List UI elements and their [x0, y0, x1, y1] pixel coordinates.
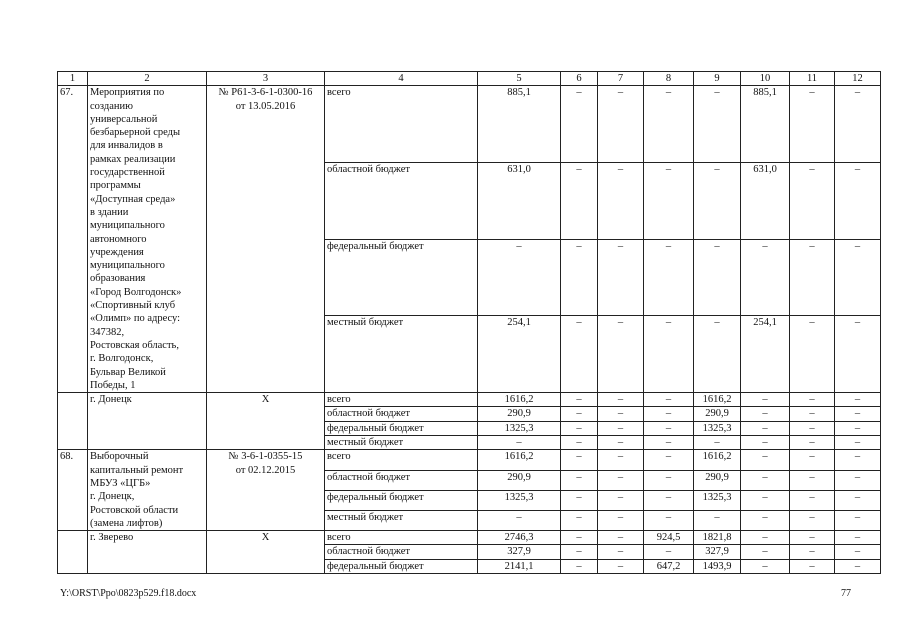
amount-cell: –	[741, 421, 790, 435]
funding-source: всего	[325, 531, 478, 545]
funding-source: всего	[325, 393, 478, 407]
amount-cell: –	[598, 407, 644, 421]
amount-cell: –	[835, 86, 881, 163]
amount-cell: –	[835, 470, 881, 490]
amount-cell: –	[644, 510, 694, 530]
amount-cell: –	[561, 407, 598, 421]
amount-cell: –	[561, 490, 598, 510]
amount-cell: –	[741, 470, 790, 490]
amount-cell: –	[561, 510, 598, 530]
amount-cell: –	[598, 316, 644, 393]
header-cell: 10	[741, 72, 790, 86]
amount-cell: 254,1	[741, 316, 790, 393]
header-cell: 11	[790, 72, 835, 86]
amount-cell: 631,0	[478, 163, 561, 240]
amount-cell: 1616,2	[478, 450, 561, 470]
amount-cell: –	[598, 531, 644, 545]
amount-cell: –	[561, 421, 598, 435]
row-number: 67.	[58, 86, 88, 393]
amount-cell: –	[598, 163, 644, 240]
table-row	[58, 531, 881, 545]
amount-cell: 1325,3	[478, 421, 561, 435]
amount-cell: –	[790, 421, 835, 435]
amount-cell: –	[561, 545, 598, 559]
amount-cell: –	[790, 490, 835, 510]
object-name: Выборочный капитальный ремонт МБУЗ «ЦГБ» г. Донецк, Ростовской области (замена лифтов)	[88, 450, 207, 531]
footer-page-number: 77	[841, 588, 851, 599]
amount-cell: –	[741, 531, 790, 545]
document-ref: Х	[207, 531, 325, 574]
amount-cell: 254,1	[478, 316, 561, 393]
amount-cell: –	[790, 450, 835, 470]
amount-cell: –	[561, 393, 598, 407]
amount-cell: –	[835, 545, 881, 559]
amount-cell: –	[561, 436, 598, 450]
amount-cell: 290,9	[694, 470, 741, 490]
amount-cell: 1325,3	[478, 490, 561, 510]
amount-cell: –	[835, 421, 881, 435]
row-number: 68.	[58, 450, 88, 531]
amount-cell: –	[835, 436, 881, 450]
document-ref: № 3-6-1-0355-15 от 02.12.2015	[207, 450, 325, 531]
amount-cell: –	[561, 239, 598, 316]
amount-cell: 1493,9	[694, 559, 741, 573]
funding-source: всего	[325, 450, 478, 470]
amount-cell: 631,0	[741, 163, 790, 240]
amount-cell: –	[561, 531, 598, 545]
header-cell: 5	[478, 72, 561, 86]
amount-cell: –	[694, 239, 741, 316]
object-name: Мероприятия по созданию универсальной безбарьерной среды для инвалидов в рамках реализации государственной программы «Доступная среда» в здании муниципального автономного учреждения муниципального образования «Город Волгодонск» «Спортивный клуб «Олимп» по адресу: 347382, Ростовская область, г. Волгодонск, Бульвар Великой Победы, 1	[88, 86, 207, 393]
row-number	[58, 393, 88, 450]
amount-cell: –	[478, 239, 561, 316]
funding-source: федеральный бюджет	[325, 559, 478, 573]
funding-source: областной бюджет	[325, 407, 478, 421]
amount-cell: 1616,2	[694, 393, 741, 407]
amount-cell: 290,9	[694, 407, 741, 421]
amount-cell: –	[644, 436, 694, 450]
amount-cell: 327,9	[478, 545, 561, 559]
amount-cell: –	[835, 490, 881, 510]
amount-cell: –	[644, 545, 694, 559]
amount-cell: –	[598, 421, 644, 435]
header-cell: 1	[58, 72, 88, 86]
amount-cell: –	[598, 559, 644, 573]
table-row	[58, 393, 881, 407]
amount-cell: –	[741, 239, 790, 316]
amount-cell: –	[644, 316, 694, 393]
funding-source: областной бюджет	[325, 545, 478, 559]
funding-source: областной бюджет	[325, 163, 478, 240]
footer-file-path: Y:\ORST\Ppo\0823p529.f18.docx	[60, 588, 197, 599]
amount-cell: –	[790, 86, 835, 163]
object-name: г. Зверево	[88, 531, 207, 574]
amount-cell: –	[790, 316, 835, 393]
amount-cell: –	[561, 470, 598, 490]
amount-cell: 2141,1	[478, 559, 561, 573]
header-cell: 6	[561, 72, 598, 86]
amount-cell: –	[598, 436, 644, 450]
amount-cell: –	[694, 86, 741, 163]
amount-cell: 290,9	[478, 407, 561, 421]
header-cell: 2	[88, 72, 207, 86]
funding-source: местный бюджет	[325, 316, 478, 393]
document-ref: № Р61-3-6-1-0300-16 от 13.05.2016	[207, 86, 325, 393]
funding-source: федеральный бюджет	[325, 490, 478, 510]
amount-cell: –	[790, 163, 835, 240]
amount-cell: 2746,3	[478, 531, 561, 545]
amount-cell: 1325,3	[694, 421, 741, 435]
header-cell: 12	[835, 72, 881, 86]
amount-cell: –	[790, 407, 835, 421]
amount-cell: 327,9	[694, 545, 741, 559]
table-row	[58, 86, 881, 163]
amount-cell: 1325,3	[694, 490, 741, 510]
amount-cell: 647,2	[644, 559, 694, 573]
amount-cell: –	[694, 510, 741, 530]
amount-cell: –	[561, 316, 598, 393]
amount-cell: –	[478, 510, 561, 530]
budget-table	[57, 71, 881, 574]
amount-cell: –	[598, 239, 644, 316]
amount-cell: –	[741, 545, 790, 559]
header-cell: 4	[325, 72, 478, 86]
funding-source: всего	[325, 86, 478, 163]
amount-cell: –	[561, 559, 598, 573]
amount-cell: –	[644, 393, 694, 407]
amount-cell: –	[598, 510, 644, 530]
amount-cell: –	[561, 450, 598, 470]
amount-cell: –	[694, 316, 741, 393]
amount-cell: –	[598, 490, 644, 510]
amount-cell: 1616,2	[478, 393, 561, 407]
amount-cell: –	[790, 436, 835, 450]
amount-cell: –	[598, 450, 644, 470]
amount-cell: –	[644, 490, 694, 510]
header-row	[58, 72, 881, 86]
amount-cell: –	[644, 239, 694, 316]
funding-source: местный бюджет	[325, 436, 478, 450]
amount-cell: –	[835, 393, 881, 407]
amount-cell: –	[644, 407, 694, 421]
amount-cell: –	[598, 470, 644, 490]
amount-cell: –	[835, 510, 881, 530]
amount-cell: –	[835, 407, 881, 421]
amount-cell: –	[835, 316, 881, 393]
amount-cell: –	[741, 450, 790, 470]
amount-cell: –	[741, 393, 790, 407]
header-cell: 7	[598, 72, 644, 86]
funding-source: областной бюджет	[325, 470, 478, 490]
amount-cell: –	[790, 393, 835, 407]
amount-cell: 924,5	[644, 531, 694, 545]
header-cell: 9	[694, 72, 741, 86]
amount-cell: –	[644, 163, 694, 240]
amount-cell: –	[741, 490, 790, 510]
amount-cell: –	[561, 163, 598, 240]
amount-cell: –	[790, 531, 835, 545]
amount-cell: –	[790, 510, 835, 530]
amount-cell: –	[644, 450, 694, 470]
amount-cell: –	[790, 559, 835, 573]
amount-cell: –	[741, 559, 790, 573]
amount-cell: –	[835, 559, 881, 573]
object-name: г. Донецк	[88, 393, 207, 450]
header-cell: 3	[207, 72, 325, 86]
amount-cell: –	[790, 545, 835, 559]
amount-cell: –	[741, 436, 790, 450]
amount-cell: –	[561, 86, 598, 163]
amount-cell: –	[644, 421, 694, 435]
amount-cell: –	[741, 510, 790, 530]
amount-cell: 1821,8	[694, 531, 741, 545]
amount-cell: –	[478, 436, 561, 450]
amount-cell: –	[598, 393, 644, 407]
document-ref: Х	[207, 393, 325, 450]
amount-cell: –	[835, 531, 881, 545]
amount-cell: –	[835, 163, 881, 240]
row-number	[58, 531, 88, 574]
amount-cell: –	[694, 163, 741, 240]
amount-cell: 885,1	[478, 86, 561, 163]
amount-cell: –	[741, 407, 790, 421]
amount-cell: –	[790, 239, 835, 316]
amount-cell: –	[644, 470, 694, 490]
amount-cell: 290,9	[478, 470, 561, 490]
amount-cell: –	[644, 86, 694, 163]
amount-cell: –	[835, 239, 881, 316]
amount-cell: –	[598, 86, 644, 163]
amount-cell: –	[790, 470, 835, 490]
amount-cell: 1616,2	[694, 450, 741, 470]
amount-cell: –	[598, 545, 644, 559]
amount-cell: 885,1	[741, 86, 790, 163]
amount-cell: –	[835, 450, 881, 470]
table-row	[58, 450, 881, 470]
amount-cell: –	[694, 436, 741, 450]
funding-source: местный бюджет	[325, 510, 478, 530]
header-cell: 8	[644, 72, 694, 86]
funding-source: федеральный бюджет	[325, 239, 478, 316]
funding-source: федеральный бюджет	[325, 421, 478, 435]
